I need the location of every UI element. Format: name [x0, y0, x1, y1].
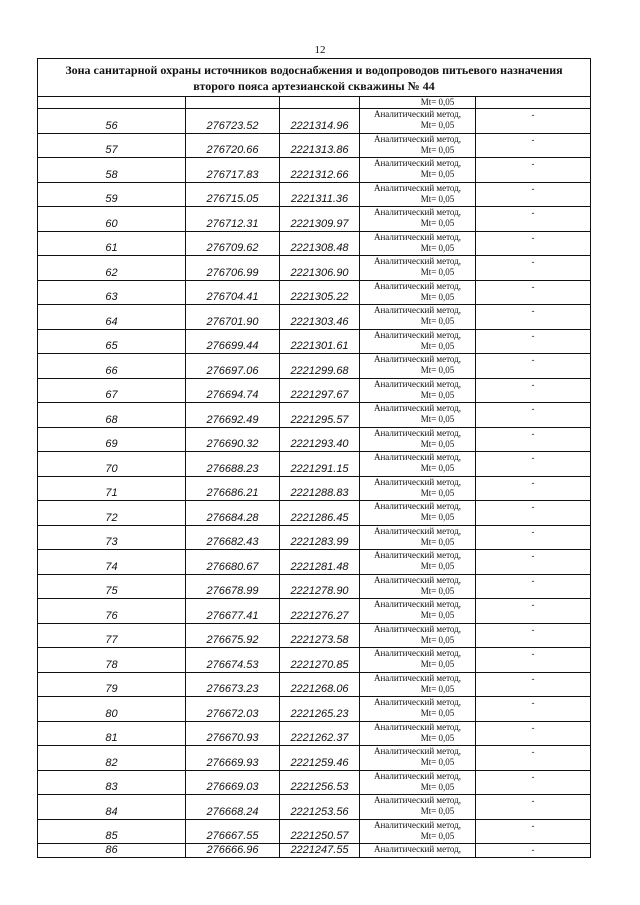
cell-dash: -	[476, 378, 591, 403]
cell-dash: -	[476, 501, 591, 526]
cell-method	[360, 746, 476, 771]
method-label: Аналитический метод,	[373, 354, 462, 364]
table-row	[38, 378, 591, 403]
point-number: 74	[38, 550, 186, 575]
coord-x: 276674.53	[186, 648, 280, 673]
cell-empty	[38, 97, 186, 109]
point-number: 63	[38, 280, 186, 305]
cell-method	[360, 280, 476, 305]
coord-y: 2221247.55	[280, 844, 360, 858]
coord-x: 276669.93	[186, 746, 280, 771]
cell-dash: -	[476, 819, 591, 844]
coord-x: 276684.28	[186, 501, 280, 526]
coord-x: 276670.93	[186, 721, 280, 746]
cell-dash: -	[476, 182, 591, 207]
precision-label: Mt= 0,05	[420, 830, 455, 841]
coord-x: 276666.96	[186, 844, 280, 858]
table-row	[38, 158, 591, 183]
point-number: 72	[38, 501, 186, 526]
cell-method	[360, 770, 476, 795]
point-number: 73	[38, 525, 186, 550]
coord-y: 2221306.90	[280, 256, 360, 281]
point-number: 83	[38, 770, 186, 795]
method-label: Аналитический метод,	[373, 378, 462, 389]
table-row	[38, 231, 591, 256]
point-number: 66	[38, 354, 186, 379]
method-label: Аналитический метод,	[373, 133, 462, 144]
point-number: 58	[38, 158, 186, 183]
coord-x: 276686.21	[186, 476, 280, 501]
cell-method	[360, 231, 476, 256]
continued-row	[38, 97, 591, 109]
coord-x: 276673.23	[186, 672, 280, 697]
cell-dash: -	[476, 476, 591, 501]
coord-y: 2221305.22	[280, 280, 360, 305]
coord-x: 276704.41	[186, 280, 280, 305]
cell-dash: -	[476, 574, 591, 599]
coord-y: 2221253.56	[280, 795, 360, 820]
table-row	[38, 525, 591, 550]
cell-dash: -	[476, 329, 591, 354]
cell-method	[360, 550, 476, 575]
precision-label: Mt= 0,05	[420, 365, 455, 375]
method-label: Аналитический метод,	[373, 746, 462, 756]
coord-y: 2221278.90	[280, 574, 360, 599]
cell-method	[360, 721, 476, 746]
cell-dash: -	[476, 550, 591, 575]
cell-dash: -	[476, 452, 591, 477]
coord-y: 2221265.23	[280, 697, 360, 722]
method-label: Аналитический метод,	[373, 109, 462, 119]
table-row	[38, 648, 591, 673]
point-number: 76	[38, 599, 186, 624]
coord-x: 276672.03	[186, 697, 280, 722]
point-number: 81	[38, 721, 186, 746]
table-row	[38, 574, 591, 599]
point-number: 61	[38, 231, 186, 256]
precision-label: Mt= 0,05	[420, 340, 455, 351]
table-row	[38, 697, 591, 722]
method-label: Аналитический метод,	[373, 476, 462, 487]
method-label: Аналитический метод,	[373, 305, 462, 315]
cell-method	[360, 305, 476, 330]
table-row	[38, 207, 591, 232]
method-label: Аналитический метод,	[373, 231, 462, 242]
table-row	[38, 746, 591, 771]
coord-x: 276668.24	[186, 795, 280, 820]
method-label: Аналитический метод,	[373, 795, 462, 805]
precision-label: Mt= 0,05	[420, 316, 455, 326]
coord-y: 2221262.37	[280, 721, 360, 746]
precision-label: Mt= 0,05	[420, 267, 455, 277]
point-number: 67	[38, 378, 186, 403]
precision-label: Mt= 0,05	[420, 169, 455, 179]
coord-x: 276667.55	[186, 819, 280, 844]
method-label: Аналитический метод,	[373, 256, 462, 266]
method-label: Аналитический метод,	[373, 207, 462, 217]
coord-y: 2221309.97	[280, 207, 360, 232]
coord-x: 276694.74	[186, 378, 280, 403]
coord-x: 276677.41	[186, 599, 280, 624]
table-row	[38, 623, 591, 648]
cell-empty	[280, 97, 360, 109]
cell-method	[360, 427, 476, 452]
cell-empty	[476, 97, 591, 109]
precision-label: Mt= 0,05	[420, 291, 455, 302]
coord-y: 2221286.45	[280, 501, 360, 526]
cell-method	[360, 378, 476, 403]
cell-method	[360, 476, 476, 501]
precision-label: Mt= 0,05	[420, 781, 455, 792]
precision-label: Mt= 0,05	[420, 218, 455, 228]
table-row	[38, 770, 591, 795]
cell-method	[360, 133, 476, 158]
method-label: Аналитический метод,	[373, 501, 462, 511]
table-row	[38, 476, 591, 501]
coord-x: 276709.62	[186, 231, 280, 256]
title-row	[38, 59, 591, 97]
cell-method	[360, 403, 476, 428]
cell-method	[360, 329, 476, 354]
cell-method	[360, 452, 476, 477]
point-number: 62	[38, 256, 186, 281]
coord-x: 276723.52	[186, 109, 280, 134]
method-label: Аналитический метод,	[373, 697, 462, 707]
cell-method	[360, 182, 476, 207]
coord-x: 276706.99	[186, 256, 280, 281]
coord-x: 276692.49	[186, 403, 280, 428]
coord-x: 276675.92	[186, 623, 280, 648]
precision-label: Mt= 0,05	[420, 585, 455, 596]
cell-dash: -	[476, 109, 591, 134]
method-label: Аналитический метод,	[373, 623, 462, 634]
table-row	[38, 844, 591, 858]
precision-label: Mt= 0,05	[420, 561, 455, 571]
coordinates-table	[37, 58, 591, 858]
point-number: 79	[38, 672, 186, 697]
table-row	[38, 501, 591, 526]
cell-method	[360, 354, 476, 379]
cell-dash: -	[476, 770, 591, 795]
precision-label: Mt= 0,05	[420, 659, 455, 669]
coord-y: 2221250.57	[280, 819, 360, 844]
precision-label: Mt= 0,05	[420, 683, 455, 694]
precision-label: Mt= 0,05	[420, 120, 455, 130]
title-line-2: второго пояса артезианской скважины № 44	[193, 78, 435, 93]
precision-label: Mt= 0,05	[420, 806, 455, 816]
precision-label: Mt= 0,05	[420, 487, 455, 498]
method-label: Аналитический метод,	[373, 403, 462, 413]
cell-dash: -	[476, 795, 591, 820]
coord-x: 276712.31	[186, 207, 280, 232]
precision-label: Mt= 0,05	[420, 634, 455, 645]
cell-dash: -	[476, 403, 591, 428]
cell-method	[360, 256, 476, 281]
coord-x: 276669.03	[186, 770, 280, 795]
precision-label: Mt= 0,05	[420, 242, 455, 253]
table-row	[38, 427, 591, 452]
table-row	[38, 329, 591, 354]
coord-y: 2221314.96	[280, 109, 360, 134]
cell-empty	[186, 97, 280, 109]
point-number: 57	[38, 133, 186, 158]
cell-dash: -	[476, 280, 591, 305]
page-number: 12	[314, 44, 326, 56]
cell-dash: -	[476, 648, 591, 673]
cell-method	[360, 623, 476, 648]
point-number: 69	[38, 427, 186, 452]
point-number: 64	[38, 305, 186, 330]
precision-label: Mt= 0,05	[420, 193, 455, 204]
table-row	[38, 599, 591, 624]
cell-method	[360, 158, 476, 183]
cell-dash: -	[476, 697, 591, 722]
precision-label: Mt= 0,05	[420, 610, 455, 620]
method-label: Аналитический метод,	[373, 182, 462, 193]
cell-dash: -	[476, 231, 591, 256]
coord-y: 2221270.85	[280, 648, 360, 673]
precision-label: Mt= 0,05	[420, 438, 455, 449]
point-number: 68	[38, 403, 186, 428]
point-number: 59	[38, 182, 186, 207]
method-label: Аналитический метод,	[373, 574, 462, 585]
table-row	[38, 795, 591, 820]
coord-y: 2221301.61	[280, 329, 360, 354]
method-label: Аналитический метод,	[373, 721, 462, 732]
coord-y: 2221303.46	[280, 305, 360, 330]
coord-x: 276678.99	[186, 574, 280, 599]
table-row	[38, 819, 591, 844]
cell-method	[360, 795, 476, 820]
point-number: 75	[38, 574, 186, 599]
method-label: Аналитический метод,	[373, 672, 462, 683]
coord-x: 276690.32	[186, 427, 280, 452]
method-label: Аналитический метод,	[373, 770, 462, 781]
method-label: Аналитический метод,	[373, 280, 462, 291]
precision-label: Mt= 0,05	[420, 389, 455, 400]
coord-x: 276688.23	[186, 452, 280, 477]
coord-x: 276680.67	[186, 550, 280, 575]
coord-y: 2221313.86	[280, 133, 360, 158]
cell-method	[360, 501, 476, 526]
point-number: 71	[38, 476, 186, 501]
point-number: 82	[38, 746, 186, 771]
table-row	[38, 133, 591, 158]
cell-dash: -	[476, 354, 591, 379]
cell-dash: -	[476, 256, 591, 281]
cell-dash: -	[476, 623, 591, 648]
coord-y: 2221259.46	[280, 746, 360, 771]
method-label: Аналитический метод,	[373, 844, 462, 854]
coord-x: 276715.05	[186, 182, 280, 207]
method-label: Аналитический метод,	[373, 329, 462, 340]
point-number: 70	[38, 452, 186, 477]
point-number: 86	[38, 844, 186, 858]
coord-y: 2221281.48	[280, 550, 360, 575]
coord-y: 2221311.36	[280, 182, 360, 207]
coord-y: 2221273.58	[280, 623, 360, 648]
cell-method	[360, 648, 476, 673]
precision-label: Mt= 0,05	[420, 414, 455, 424]
coord-x: 276682.43	[186, 525, 280, 550]
coord-x: 276701.90	[186, 305, 280, 330]
method-label: Аналитический метод,	[373, 550, 462, 560]
coord-y: 2221256.53	[280, 770, 360, 795]
table-row	[38, 354, 591, 379]
point-number: 60	[38, 207, 186, 232]
coord-x: 276697.06	[186, 354, 280, 379]
table-row	[38, 280, 591, 305]
coord-y: 2221268.06	[280, 672, 360, 697]
cell-method	[360, 672, 476, 697]
precision-label: Mt= 0,05	[420, 708, 455, 718]
coord-y: 2221297.67	[280, 378, 360, 403]
table-row	[38, 550, 591, 575]
coord-x: 276717.83	[186, 158, 280, 183]
method-label: Аналитический метод,	[373, 452, 462, 462]
method-label: Аналитический метод,	[373, 525, 462, 536]
cell-method	[360, 574, 476, 599]
cell-dash: -	[476, 672, 591, 697]
precision-label: Mt= 0,05	[420, 536, 455, 547]
table-row	[38, 305, 591, 330]
cell-dash: -	[476, 844, 591, 858]
table-row	[38, 109, 591, 134]
table-row	[38, 182, 591, 207]
coord-y: 2221291.15	[280, 452, 360, 477]
cell-method	[360, 844, 476, 858]
coord-y: 2221276.27	[280, 599, 360, 624]
point-number: 78	[38, 648, 186, 673]
title-line-1: Зона санитарной охраны источников водоснабжения и водопроводов питьевого назначения	[65, 62, 563, 77]
table-row	[38, 721, 591, 746]
cell-method	[360, 525, 476, 550]
method-label: Аналитический метод,	[373, 599, 462, 609]
point-number: 56	[38, 109, 186, 134]
table-row	[38, 452, 591, 477]
precision-label: Mt= 0,05	[420, 144, 455, 155]
coord-y: 2221288.83	[280, 476, 360, 501]
coord-y: 2221293.40	[280, 427, 360, 452]
cell-method	[360, 109, 476, 134]
cell-dash: -	[476, 525, 591, 550]
coord-x: 276699.44	[186, 329, 280, 354]
cell-method	[360, 697, 476, 722]
cell-precision: Mt= 0,05	[360, 97, 476, 109]
table-row	[38, 672, 591, 697]
precision-label: Mt= 0,05	[420, 512, 455, 522]
point-number: 77	[38, 623, 186, 648]
cell-dash: -	[476, 207, 591, 232]
cell-dash: -	[476, 599, 591, 624]
cell-dash: -	[476, 133, 591, 158]
coord-y: 2221283.99	[280, 525, 360, 550]
cell-dash: -	[476, 305, 591, 330]
method-label: Аналитический метод,	[373, 819, 462, 830]
coord-y: 2221308.48	[280, 231, 360, 256]
cell-method	[360, 207, 476, 232]
cell-dash: -	[476, 746, 591, 771]
method-label: Аналитический метод,	[373, 427, 462, 438]
point-number: 85	[38, 819, 186, 844]
point-number: 84	[38, 795, 186, 820]
cell-method	[360, 599, 476, 624]
method-label: Аналитический метод,	[373, 158, 462, 168]
coord-y: 2221295.57	[280, 403, 360, 428]
table-title	[38, 59, 591, 97]
precision-label: Mt= 0,05	[420, 732, 455, 743]
cell-dash: -	[476, 158, 591, 183]
point-number: 65	[38, 329, 186, 354]
coord-y: 2221299.68	[280, 354, 360, 379]
point-number: 80	[38, 697, 186, 722]
coord-y: 2221312.66	[280, 158, 360, 183]
table-row	[38, 403, 591, 428]
precision-label: Mt= 0,05	[420, 757, 455, 767]
table-row	[38, 256, 591, 281]
cell-dash: -	[476, 427, 591, 452]
cell-method	[360, 819, 476, 844]
method-label: Аналитический метод,	[373, 648, 462, 658]
cell-dash: -	[476, 721, 591, 746]
precision-label: Mt= 0,05	[420, 463, 455, 473]
coord-x: 276720.66	[186, 133, 280, 158]
